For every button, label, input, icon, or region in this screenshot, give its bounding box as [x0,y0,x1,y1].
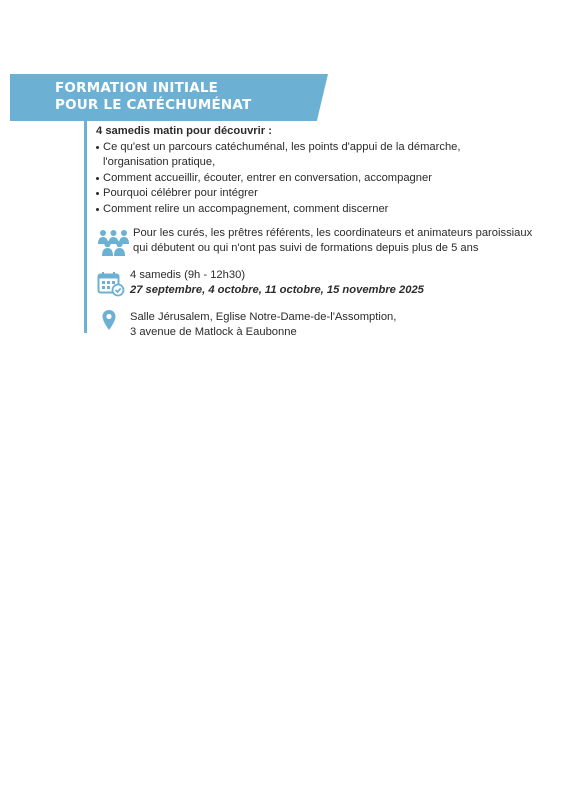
location-line-1: Salle Jérusalem, Eglise Notre-Dame-de-l'Assomption, [130,311,397,323]
audience-text [133,226,543,256]
people-group-icon [97,229,130,257]
program-heading: 4 samedis matin pour découvrir : [96,125,272,137]
audience-line-2: qui débutent ou qui n'ont pas suivi de formations depuis plus de 5 ans [133,242,479,254]
title-line-1: FORMATION INITIALE [55,80,219,96]
title-line-2: POUR LE CATÉCHUMÉNAT [55,97,252,113]
schedule-text [130,268,424,298]
calendar-check-icon [97,271,125,297]
location-line-2: 3 avenue de Matlock à Eaubonne [130,326,297,338]
list-item: Pourquoi célébrer pour intégrer [96,186,516,202]
map-pin-icon [101,309,117,331]
location-text [130,310,396,340]
program-list [96,140,516,218]
list-item-continuation: l'organisation pratique, [103,156,216,168]
schedule-dates: 27 septembre, 4 octobre, 11 octobre, 15 novembre 2025 [130,284,424,296]
list-item: Comment relire un accompagnement, comment discerner [96,202,516,218]
accent-divider [84,121,87,333]
list-item: Ce qu'est un parcours catéchuménal, les points d'appui de la démarche, [96,140,516,156]
page-title [55,80,251,114]
list-item: Comment accueillir, écouter, entrer en conversation, accompagner [96,171,516,187]
audience-line-1: Pour les curés, les prêtres référents, les coordinateurs et animateurs paroissiaux [133,227,533,239]
schedule-summary: 4 samedis (9h - 12h30) [130,269,246,281]
program-section [96,124,516,217]
